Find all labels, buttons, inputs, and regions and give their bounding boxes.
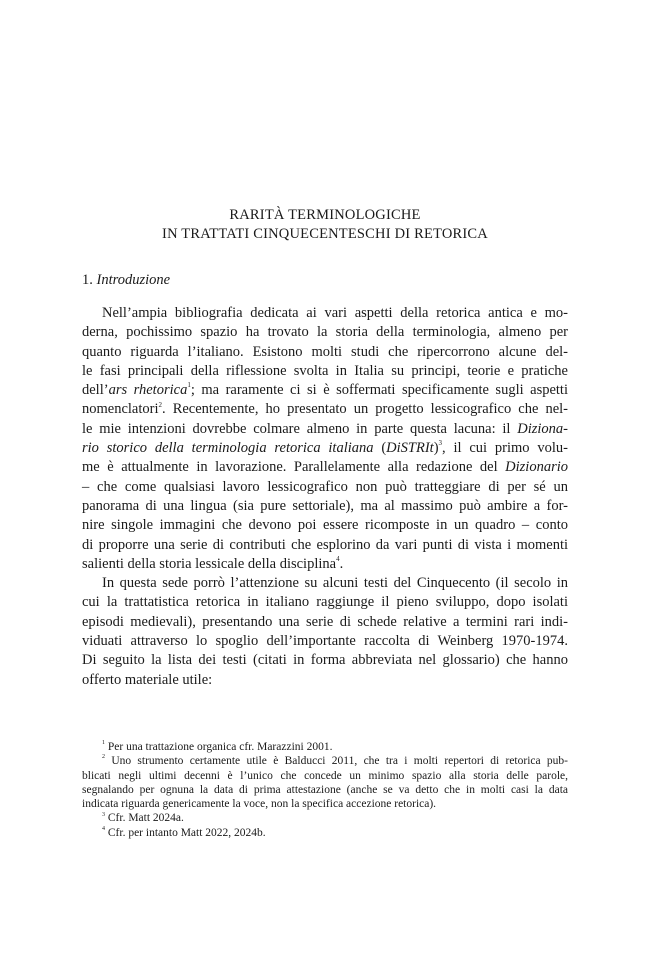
text-line: cui la trattatistica retorica in italiano raggiunge il pieno sviluppo, dopo isolati [82,594,568,611]
footnote-2-line: blicati negli ultimi decenni è l’unico che concede un minimo spazio alla storia delle parole, [82,769,568,782]
title-line-1: RARITÀ TERMINOLOGICHE [229,207,421,223]
text-line: rio storico della terminologia retorica italiana (DiSTRIt)$^3$, il cui primo volu- [82,439,568,457]
text-line: Di seguito la lista dei testi (citati in forma abbreviata nel glossario) che hanno [82,652,568,669]
text-line: Nell’ampia bibliografia dedicata ai vari aspetti della retorica antica e mo- [102,305,568,321]
footnote-ref-1[interactable]: 1 [187,381,191,390]
text-line: le mie intenzioni dovrebbe colmare almeno in parte questa lacuna: il Diziona- [82,420,568,437]
footnote-2-line: indicata riguarda genericamente la voce, non la specifica accezione retorica). [82,798,437,811]
section-heading [82,271,170,290]
text-line: offerto materiale utile: [82,671,213,688]
section-title: Introduzione [96,272,171,288]
text-line: viduati attraverso lo spoglio dell’importante raccolta di Weinberg 1970-1974. [82,633,568,650]
text-line: – che come qualsiasi lavoro lessicografico non può tratteggiare di per sé un [82,478,568,495]
footnote-ref-4[interactable]: 4 [336,555,340,564]
title-line-2: IN TRATTATI CINQUECENTESCHI DI RETORICA [162,226,488,242]
text-line: le fasi principali della riflessione svolta in Italia su principi, teorie e pratiche [82,362,568,379]
footnote-ref-2[interactable]: 2 [158,400,163,409]
text-line: episodi medievali), presentando una serie di schede relative a termini rari indi- [82,613,568,630]
section-number: 1. [82,272,93,288]
text-line: In questa sede porrò l’attenzione su alcuni testi del Cinquecento (il secolo in [102,575,568,592]
body-text [82,304,568,690]
footnote-4: $^4$ Cfr. per intanto Matt 2022, 2024b. [102,825,266,839]
text-line: me è attualmente in lavorazione. Parallelamente alla redazione del Dizionario [82,459,568,476]
footnotes [82,740,568,840]
footnote-3: $^3$ Cfr. Matt 2024a. [102,811,184,825]
text-line: quanto riguarda l’italiano. Esistono molti studi che ripercorrono alcune del- [82,343,568,360]
text-line: di proporre una serie di contributi che esplorino da vari punti di vista i momenti [82,536,568,553]
article-title [82,206,568,244]
footnote-2-line: segnalando per ognuna la data di prima attestazione (anche se va detto che in molti casi la data [82,783,568,796]
footnote-1: $^1$ Per una trattazione organica cfr. Marazzini 2001. [102,740,333,753]
text-line: salienti della storia lessicale della disciplina$^4$. [82,555,344,572]
text-line: derna, pochissimo spazio ha trovato la storia della terminologia, almeno per [82,324,568,341]
text-line: panorama di una lingua (sia pure settoriale), ma al massimo può ambire a for- [82,497,568,514]
footnote-2: $^2$ Uno strumento certamente utile è Balducci 2011, che tra i molti repertori di retorica pub- [102,754,569,768]
paragraph-1 [82,304,568,574]
paragraph-2 [82,574,568,690]
text-line: nomenclatori$^2$. Recentemente, ho presentato un progetto lessicografico che nel- [82,400,568,418]
text-line: dell’ars rhetorica$^1$; ma raramente ci si è soffermati specificamente sugli aspetti [82,381,568,399]
text-line: nire singole immagini che devono poi essere ricomposte in un quadro – conto [82,517,568,534]
footnote-ref-3[interactable]: 3 [438,439,443,448]
